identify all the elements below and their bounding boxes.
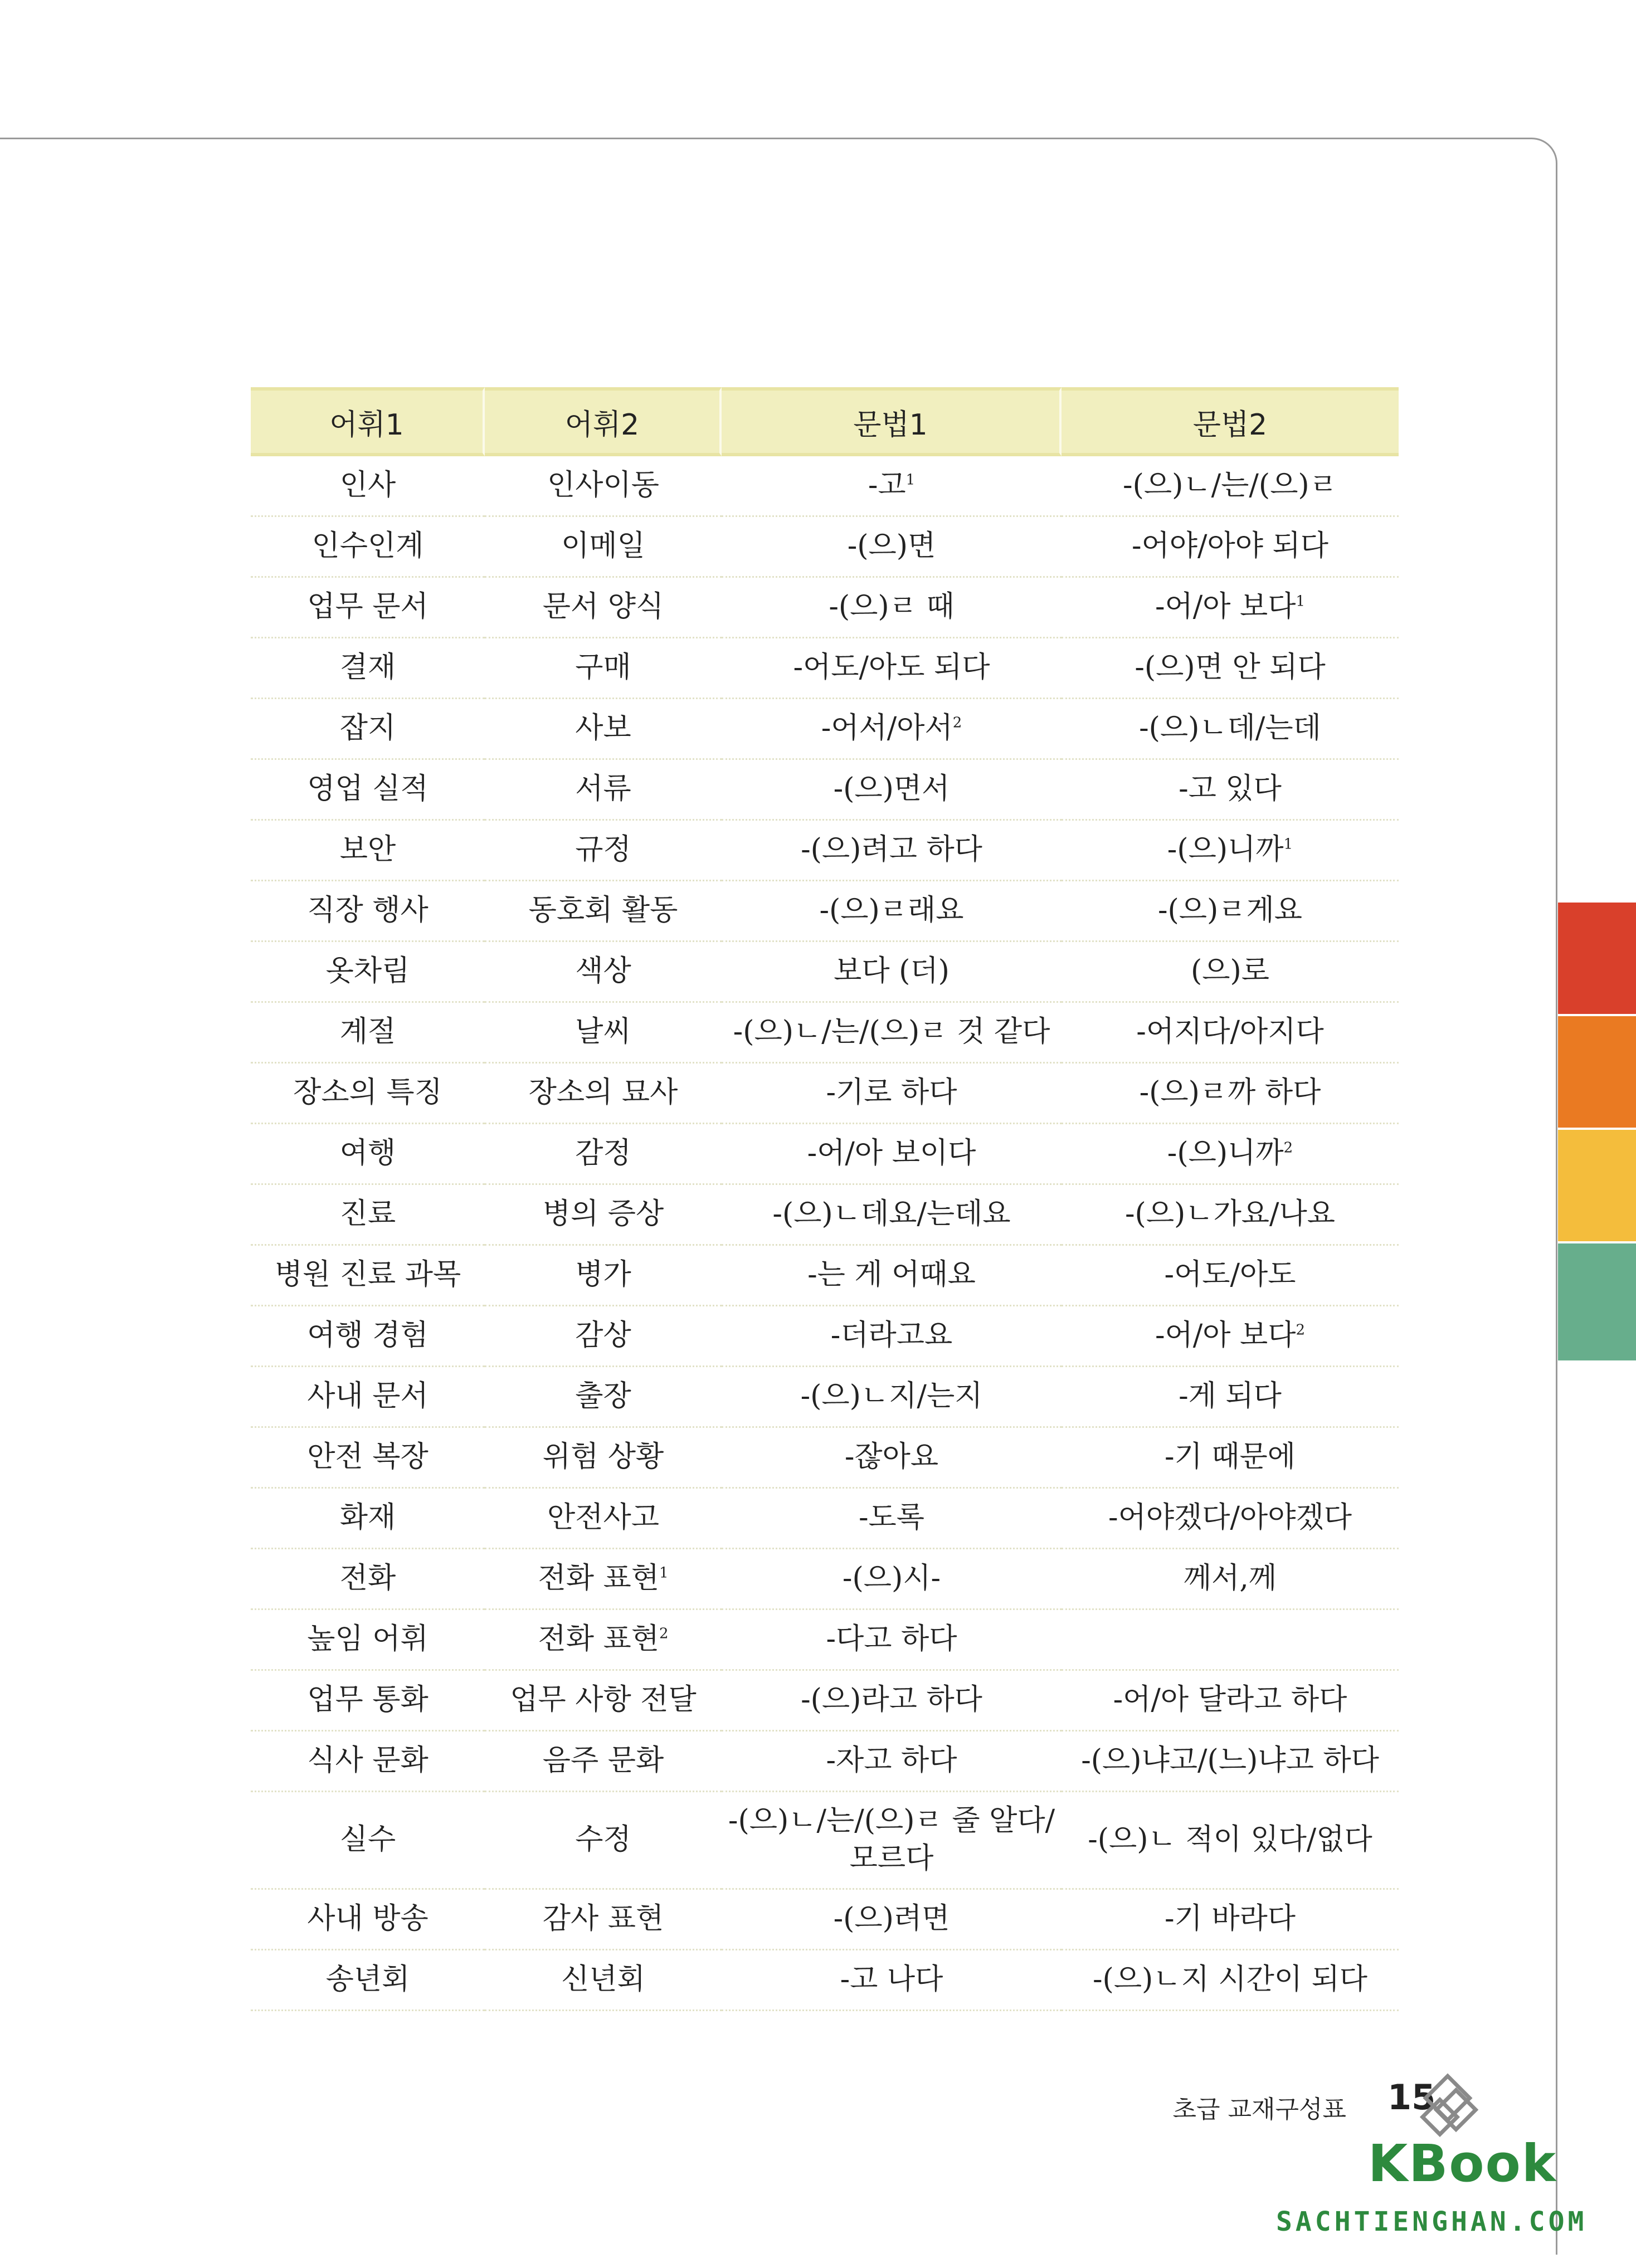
footnote-marker: 1: [1283, 836, 1293, 853]
vocab-1-cell: 결재: [251, 638, 485, 699]
vocab-1-cell: 계절: [251, 1003, 485, 1064]
footnote-marker: 2: [952, 714, 962, 731]
grammar-1-cell: 보다 (더): [722, 942, 1062, 1003]
vocab-2-cell: 날씨: [485, 1003, 722, 1064]
table-header: [251, 387, 1399, 456]
vocab-1-cell: 보안: [251, 821, 485, 881]
vocab-1-cell: 전화: [251, 1549, 485, 1610]
grammar-2-cell: -(으)니까$^2$: [1062, 1124, 1399, 1185]
grammar-1-cell: -어서/아서$^2$: [722, 699, 1062, 760]
header-grammar-1: 문법1: [722, 387, 1062, 456]
grammar-1-cell: -자고 하다: [722, 1732, 1062, 1792]
vocab-2-cell: 전화 표현$^1$: [485, 1549, 722, 1610]
table-row: [251, 1185, 1399, 1246]
footnote-marker: 2: [1296, 1321, 1306, 1339]
table-row: [251, 1792, 1399, 1890]
footnote-marker: 2: [1283, 1139, 1293, 1157]
grammar-1-cell: -(으)ㄹ래요: [722, 881, 1062, 942]
vocab-2-cell: 사보: [485, 699, 722, 760]
grammar-1-cell: -(으)라고 하다: [722, 1671, 1062, 1732]
grammar-2-cell: 께서,께: [1062, 1549, 1399, 1610]
table-row: [251, 1246, 1399, 1306]
grammar-1-cell: -더라고요: [722, 1306, 1062, 1367]
vocab-1-cell: 사내 방송: [251, 1890, 485, 1950]
vocab-2-cell: 전화 표현$^2$: [485, 1610, 722, 1671]
grammar-1-cell: -어도/아도 되다: [722, 638, 1062, 699]
table-row: [251, 1610, 1399, 1671]
table-row: [251, 1890, 1399, 1950]
grammar-1-cell: -도록: [722, 1489, 1062, 1549]
grammar-2-cell: -어야/아야 되다: [1062, 517, 1399, 578]
vocab-1-cell: 인사: [251, 456, 485, 517]
vocab-1-cell: 화재: [251, 1489, 485, 1549]
footnote-marker: 1: [905, 471, 916, 489]
vocab-2-cell: 구매: [485, 638, 722, 699]
footer-title: 초급 교재구성표: [1172, 2095, 1346, 2124]
grammar-1-cell: -는 게 어때요: [722, 1246, 1062, 1306]
vocab-2-cell: 서류: [485, 760, 722, 821]
table-row: [251, 1489, 1399, 1549]
table-row: [251, 1549, 1399, 1610]
vocab-1-cell: 잡지: [251, 699, 485, 760]
vocab-1-cell: 안전 복장: [251, 1428, 485, 1489]
watermark-brand: KBook: [1368, 2134, 1557, 2193]
table-row: [251, 760, 1399, 821]
table-row: [251, 517, 1399, 578]
vocab-2-cell: 문서 양식: [485, 578, 722, 638]
vocab-2-cell: 감사 표현: [485, 1890, 722, 1950]
grammar-2-cell: -어야겠다/아야겠다: [1062, 1489, 1399, 1549]
grammar-2-cell: -어도/아도: [1062, 1246, 1399, 1306]
vocab-2-cell: 업무 사항 전달: [485, 1671, 722, 1732]
vocab-2-cell: 위험 상황: [485, 1428, 722, 1489]
header-vocab-1: 어휘1: [251, 387, 485, 456]
vocab-2-cell: 색상: [485, 942, 722, 1003]
vocab-1-cell: 직장 행사: [251, 881, 485, 942]
grammar-1-cell: -(으)면서: [722, 760, 1062, 821]
header-vocab-2: 어휘2: [485, 387, 722, 456]
header-grammar-2: 문법2: [1062, 387, 1399, 456]
vocab-1-cell: 실수: [251, 1792, 485, 1890]
table-row: [251, 1064, 1399, 1124]
vocab-2-cell: 인사이동: [485, 456, 722, 517]
grammar-2-cell: -어/아 보다$^2$: [1062, 1306, 1399, 1367]
grammar-1-cell: -(으)ㄴ지/는지: [722, 1367, 1062, 1428]
footnote-marker: 1: [659, 1564, 669, 1582]
grammar-2-cell: -(으)ㄹ까 하다: [1062, 1064, 1399, 1124]
vocab-2-cell: 병의 증상: [485, 1185, 722, 1246]
table-row: [251, 699, 1399, 760]
vocab-2-cell: 병가: [485, 1246, 722, 1306]
vocab-1-cell: 인수인계: [251, 517, 485, 578]
grammar-2-cell: -(으)ㄴ데/는데: [1062, 699, 1399, 760]
vocab-1-cell: 업무 문서: [251, 578, 485, 638]
page-number: 15: [1387, 2077, 1436, 2118]
vocab-2-cell: 감상: [485, 1306, 722, 1367]
vocab-1-cell: 옷차림: [251, 942, 485, 1003]
table-row: [251, 942, 1399, 1003]
grammar-2-cell: -(으)니까$^1$: [1062, 821, 1399, 881]
grammar-2-cell: [1062, 1610, 1399, 1671]
table-row: [251, 1671, 1399, 1732]
grammar-1-cell: -다고 하다: [722, 1610, 1062, 1671]
vocab-1-cell: 사내 문서: [251, 1367, 485, 1428]
grammar-2-cell: -(으)ㄴ가요/나요: [1062, 1185, 1399, 1246]
section-tab-4: [1558, 1243, 1636, 1360]
vocab-1-cell: 진료: [251, 1185, 485, 1246]
vocab-2-cell: 신년회: [485, 1950, 722, 2011]
grammar-2-cell: -(으)ㄴ 적이 있다/없다: [1062, 1792, 1399, 1890]
table-row: [251, 1367, 1399, 1428]
grammar-1-cell: -(으)면: [722, 517, 1062, 578]
grammar-1-cell: -(으)ㄴ/는/(으)ㄹ 것 같다: [722, 1003, 1062, 1064]
grammar-2-cell: -고 있다: [1062, 760, 1399, 821]
grammar-2-cell: -(으)냐고/(느)냐고 하다: [1062, 1732, 1399, 1792]
watermark-site: SACHTIENGHAN.COM: [1276, 2206, 1588, 2237]
table-row: [251, 1950, 1399, 2011]
vocab-2-cell: 동호회 활동: [485, 881, 722, 942]
grammar-1-cell: -(으)ㄴ/는/(으)ㄹ 줄 알다/모르다: [722, 1792, 1062, 1890]
grammar-2-cell: -어/아 달라고 하다: [1062, 1671, 1399, 1732]
table-row: [251, 1124, 1399, 1185]
table-body: [251, 456, 1399, 2011]
grammar-1-cell: -어/아 보이다: [722, 1124, 1062, 1185]
grammar-1-cell: -고 나다: [722, 1950, 1062, 2011]
table-row: [251, 881, 1399, 942]
grammar-2-cell: -(으)ㄴ/는/(으)ㄹ: [1062, 456, 1399, 517]
grammar-1-cell: -(으)ㄴ데요/는데요: [722, 1185, 1062, 1246]
grammar-2-cell: -(으)ㄹ게요: [1062, 881, 1399, 942]
table-row: [251, 1428, 1399, 1489]
section-tab-3: [1558, 1130, 1636, 1241]
vocab-2-cell: 출장: [485, 1367, 722, 1428]
grammar-1-cell: -기로 하다: [722, 1064, 1062, 1124]
curriculum-table: [251, 387, 1399, 2011]
vocab-1-cell: 영업 실적: [251, 760, 485, 821]
table-row: [251, 821, 1399, 881]
table-row: [251, 1732, 1399, 1792]
grammar-2-cell: -(으)ㄴ지 시간이 되다: [1062, 1950, 1399, 2011]
grammar-1-cell: -(으)려고 하다: [722, 821, 1062, 881]
vocab-1-cell: 장소의 특징: [251, 1064, 485, 1124]
grammar-1-cell: -(으)려면: [722, 1890, 1062, 1950]
curriculum-table-container: [251, 387, 1399, 2011]
grammar-2-cell: -어/아 보다$^1$: [1062, 578, 1399, 638]
grammar-2-cell: -게 되다: [1062, 1367, 1399, 1428]
vocab-1-cell: 송년회: [251, 1950, 485, 2011]
table-row: [251, 456, 1399, 517]
table-row: [251, 1003, 1399, 1064]
vocab-2-cell: 장소의 묘사: [485, 1064, 722, 1124]
vocab-2-cell: 음주 문화: [485, 1732, 722, 1792]
grammar-2-cell: (으)로: [1062, 942, 1399, 1003]
table-row: [251, 638, 1399, 699]
section-tab-2: [1558, 1016, 1636, 1128]
grammar-2-cell: -기 바라다: [1062, 1890, 1399, 1950]
vocab-2-cell: 안전사고: [485, 1489, 722, 1549]
vocab-2-cell: 수정: [485, 1792, 722, 1890]
grammar-1-cell: -(으)ㄹ 때: [722, 578, 1062, 638]
grammar-1-cell: -고$^1$: [722, 456, 1062, 517]
footnote-marker: 1: [1296, 593, 1306, 610]
vocab-1-cell: 병원 진료 과목: [251, 1246, 485, 1306]
vocab-1-cell: 여행: [251, 1124, 485, 1185]
vocab-2-cell: 규정: [485, 821, 722, 881]
grammar-1-cell: -잖아요: [722, 1428, 1062, 1489]
table-row: [251, 1306, 1399, 1367]
footnote-marker: 2: [659, 1625, 669, 1642]
vocab-1-cell: 여행 경험: [251, 1306, 485, 1367]
vocab-1-cell: 높임 어휘: [251, 1610, 485, 1671]
grammar-1-cell: -(으)시-: [722, 1549, 1062, 1610]
vocab-2-cell: 감정: [485, 1124, 722, 1185]
vocab-1-cell: 식사 문화: [251, 1732, 485, 1792]
grammar-2-cell: -기 때문에: [1062, 1428, 1399, 1489]
vocab-1-cell: 업무 통화: [251, 1671, 485, 1732]
grammar-2-cell: -어지다/아지다: [1062, 1003, 1399, 1064]
vocab-2-cell: 이메일: [485, 517, 722, 578]
table-row: [251, 578, 1399, 638]
grammar-2-cell: -(으)면 안 되다: [1062, 638, 1399, 699]
section-tab-1: [1558, 903, 1636, 1014]
